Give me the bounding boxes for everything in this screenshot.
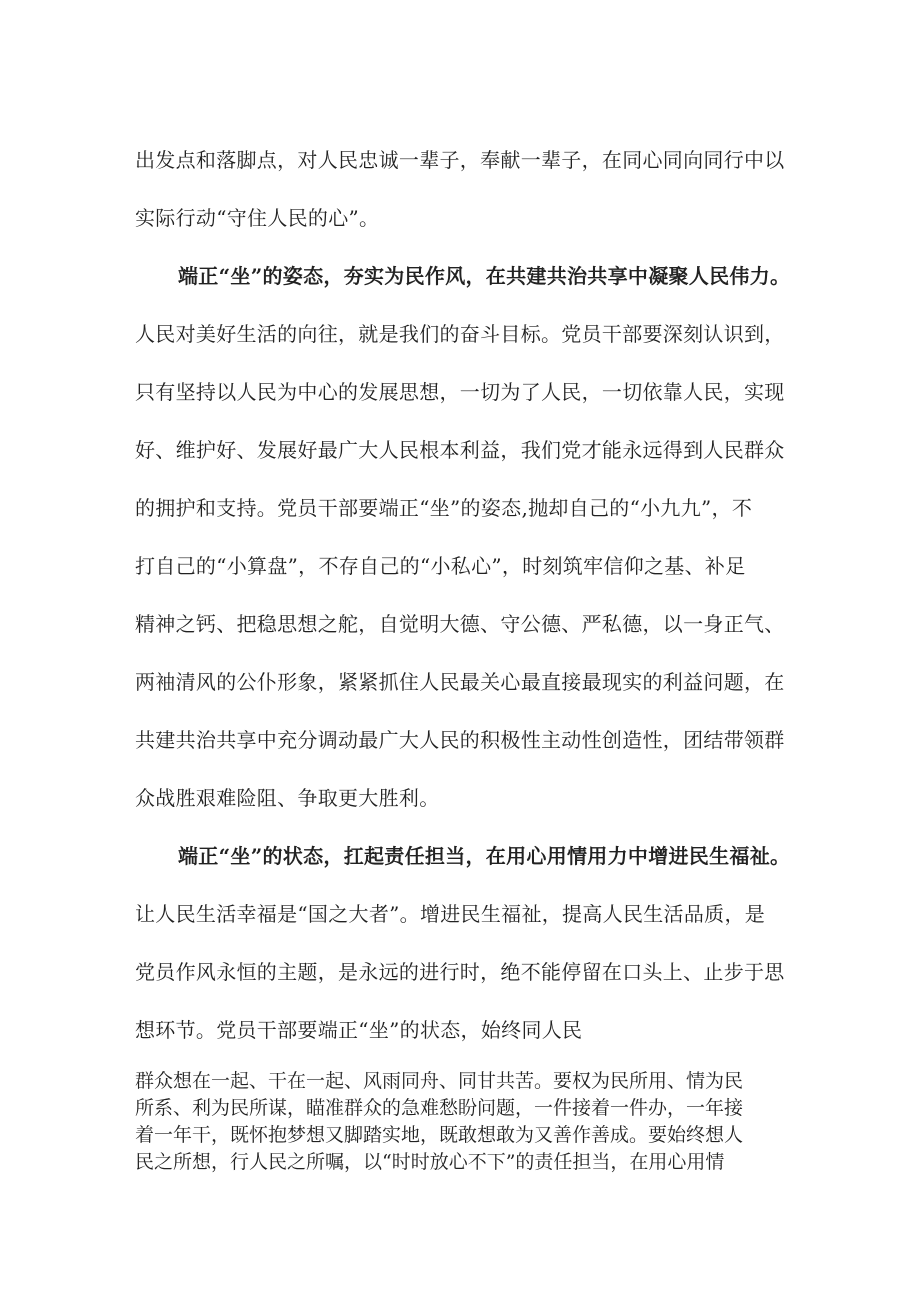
paragraph-line: 打自己的“小算盘”，不存自己的“小私心”，时刻筑牢信仰之基、补足 bbox=[135, 554, 746, 578]
paragraph-line: 党员作风永恒的主题，是永远的进行时，绝不能停留在口头上、止步于思 bbox=[135, 960, 785, 984]
paragraph-line: 民之所想，行人民之所嘱，以“时时放心不下”的责任担当，在用心用情 bbox=[135, 1151, 725, 1173]
paragraph-line: 精神之钙、把稳思想之舵，自觉明大德、守公德、严私德，以一身正气、 bbox=[135, 612, 785, 636]
section-heading: 端正“坐”的姿态，夯实为民作风，在共建共治共享中凝聚人民伟力。 bbox=[178, 264, 791, 288]
paragraph-line: 人民对美好生活的向往，就是我们的奋斗目标。党员干部要深刻认识到， bbox=[135, 322, 785, 346]
paragraph-line: 两袖清风的公仆形象，紧紧抓住人民最关心最直接最现实的利益问题，在 bbox=[135, 670, 785, 694]
paragraph-line: 的拥护和支持。党员干部要端正“坐”的姿态,抛却自己的“小九九”，不 bbox=[135, 496, 753, 520]
paragraph-line: 众战胜艰难险阻、争取更大胜利。 bbox=[135, 786, 440, 810]
paragraph-line: 所系、利为民所谋，瞄准群众的急难愁盼问题，一件接着一件办，一年接 bbox=[135, 1097, 744, 1119]
section-heading: 端正“坐”的状态，扛起责任担当，在用心用情用力中增进民生福祉。 bbox=[178, 844, 791, 868]
paragraph-line: 共建共治共享中充分调动最广大人民的积极性主动性创造性，团结带领群 bbox=[135, 728, 785, 752]
paragraph-line: 好、维护好、发展好最广大人民根本利益，我们党才能永远得到人民群众 bbox=[135, 438, 785, 462]
paragraph-line: 出发点和落脚点，对人民忠诚一辈子，奉献一辈子，在同心同向同行中以 bbox=[135, 148, 785, 172]
paragraph-line: 群众想在一起、干在一起、风雨同舟、同甘共苦。要权为民所用、情为民 bbox=[135, 1070, 744, 1092]
paragraph-line: 着一年干，既怀抱梦想又脚踏实地，既敢想敢为又善作善成。要始终想人 bbox=[135, 1124, 744, 1146]
paragraph-line: 想环节。党员干部要端正“坐”的状态，始终同人民 bbox=[135, 1018, 583, 1042]
paragraph-line: 只有坚持以人民为中心的发展思想，一切为了人民，一切依靠人民，实现 bbox=[135, 380, 785, 404]
paragraph-line: 让人民生活幸福是“国之大者”。增进民生福祉，提高人民生活品质，是 bbox=[135, 902, 766, 926]
paragraph-line: 实际行动“守住人民的心”。 bbox=[135, 206, 380, 230]
